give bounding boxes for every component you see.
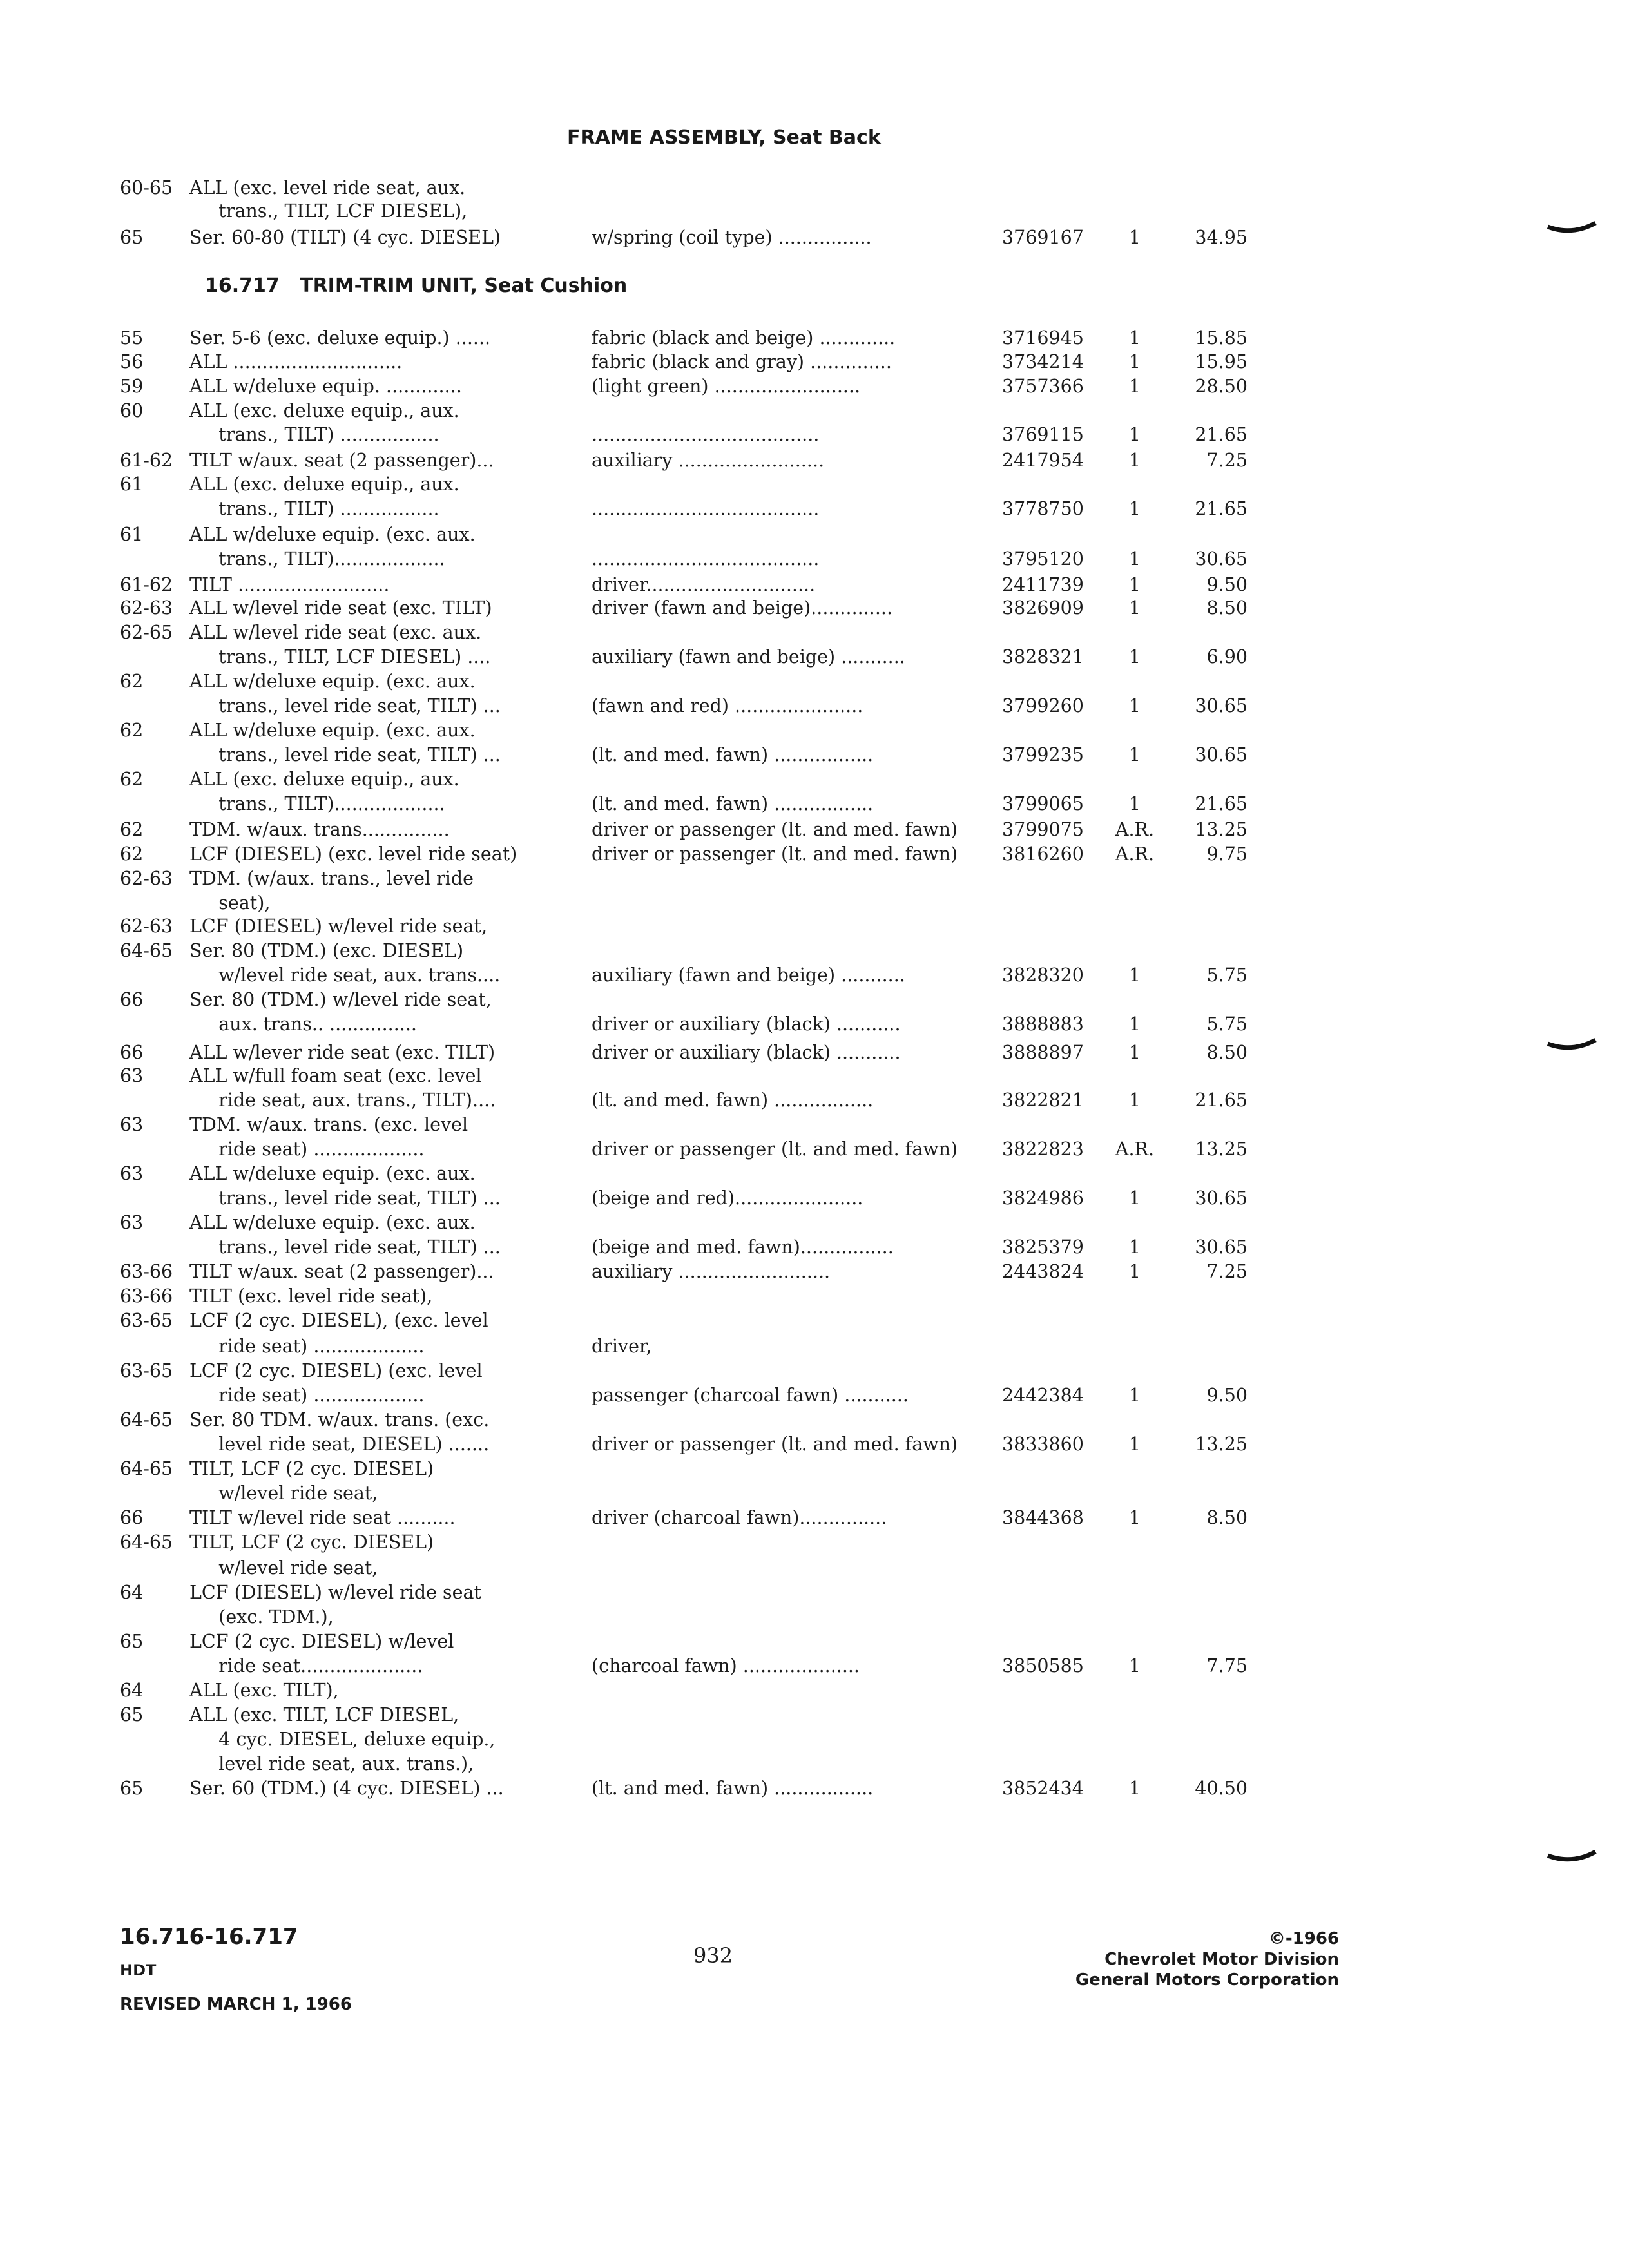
- parts-row: [0, 1702, 1629, 1728]
- cell-qty: 1: [1128, 1385, 1141, 1406]
- cell-qty: 1: [1128, 1042, 1141, 1063]
- page-title: FRAME ASSEMBLY, Seat Back: [567, 126, 881, 149]
- cell-app: TILT w/aux. seat (2 passenger)...: [189, 1261, 494, 1282]
- parts-row: [0, 987, 1629, 1013]
- cell-desc: auxiliary .........................: [592, 450, 825, 471]
- parts-row: [0, 522, 1629, 548]
- parts-row: [0, 175, 1629, 201]
- series-code: HDT: [120, 1961, 157, 1979]
- cell-year: 64-65: [120, 1409, 173, 1430]
- cell-qty: 1: [1128, 1655, 1141, 1677]
- parts-row: [0, 546, 1629, 572]
- parts-row: [0, 1334, 1629, 1360]
- cell-price: 21.65: [1195, 793, 1248, 814]
- page-number: 932: [693, 1943, 733, 1968]
- cell-price: 7.25: [1206, 1261, 1248, 1282]
- cell-qty: 1: [1128, 548, 1141, 570]
- parts-row: [0, 1063, 1629, 1089]
- cell-app: trans., TILT, LCF DIESEL),: [189, 200, 468, 222]
- cell-app: ALL w/deluxe equip. (exc. aux.: [189, 524, 476, 545]
- parts-row: [0, 817, 1629, 843]
- cell-desc: (charcoal fawn) ....................: [592, 1655, 860, 1677]
- cell-year: 62: [120, 671, 144, 692]
- cell-part: 3778750: [1002, 498, 1084, 519]
- cell-part: 3716945: [1002, 327, 1084, 349]
- cell-year: 61-62: [120, 574, 173, 595]
- cell-app: w/level ride seat, aux. trans....: [189, 965, 501, 986]
- cell-desc: passenger (charcoal fawn) ...........: [592, 1385, 909, 1406]
- cell-part: 3833860: [1002, 1434, 1084, 1455]
- cell-year: 61: [120, 524, 144, 545]
- cell-part: 3826909: [1002, 597, 1084, 619]
- cell-app: TILT w/aux. seat (2 passenger)...: [189, 450, 494, 471]
- cell-app: ALL w/deluxe equip. .............: [189, 376, 462, 397]
- cell-app: ALL w/level ride seat (exc. TILT): [189, 597, 492, 619]
- parts-row: [0, 225, 1629, 251]
- parts-row: [0, 1629, 1629, 1655]
- cell-part: 3828320: [1002, 965, 1084, 986]
- parts-row: [0, 1040, 1629, 1066]
- cell-app: ALL (exc. level ride seat, aux.: [189, 177, 466, 198]
- cell-app: level ride seat, DIESEL) .......: [189, 1434, 490, 1455]
- cell-year: 64-65: [120, 940, 173, 961]
- parts-row: [0, 1678, 1629, 1704]
- parts-row: [0, 1580, 1629, 1606]
- cell-qty: 1: [1128, 227, 1141, 248]
- cell-qty: 1: [1128, 646, 1141, 668]
- parts-row: [0, 1776, 1629, 1802]
- cell-year: 64: [120, 1582, 144, 1603]
- cell-qty: 1: [1128, 424, 1141, 445]
- cell-app: ALL (exc. TILT),: [189, 1680, 339, 1701]
- cell-year: 65: [120, 1704, 144, 1725]
- cell-price: 8.50: [1206, 1042, 1248, 1063]
- cell-year: 65: [120, 1778, 144, 1799]
- cell-year: 63-66: [120, 1285, 173, 1307]
- parts-row: [0, 422, 1629, 448]
- cell-price: 13.25: [1195, 819, 1248, 840]
- cell-desc: (lt. and med. fawn) .................: [592, 793, 874, 814]
- cell-part: 3769167: [1002, 227, 1084, 248]
- cell-year: 63: [120, 1212, 144, 1233]
- cell-price: 40.50: [1195, 1778, 1248, 1799]
- cell-desc: (light green) .........................: [592, 376, 861, 397]
- cell-app: TDM. (w/aux. trans., level ride: [189, 868, 474, 889]
- cell-desc: (beige and med. fawn)................: [592, 1236, 894, 1258]
- cell-price: 9.75: [1206, 843, 1248, 865]
- cell-part: 3795120: [1002, 548, 1084, 570]
- cell-app: ALL (exc. deluxe equip., aux.: [189, 474, 459, 495]
- cell-qty: A.R.: [1115, 1139, 1155, 1160]
- cell-price: 21.65: [1195, 498, 1248, 519]
- cell-app: ride seat) ...................: [189, 1385, 425, 1406]
- cell-app: ALL w/level ride seat (exc. aux.: [189, 622, 482, 643]
- cell-price: 30.65: [1195, 548, 1248, 570]
- cell-year: 66: [120, 989, 144, 1010]
- parts-row: [0, 1653, 1629, 1679]
- cell-price: 5.75: [1206, 1014, 1248, 1035]
- cell-app: LCF (DIESEL) w/level ride seat,: [189, 916, 488, 937]
- cell-app: trans., level ride seat, TILT) ...: [189, 1187, 501, 1209]
- cell-qty: 1: [1128, 965, 1141, 986]
- cell-app: ALL w/deluxe equip. (exc. aux.: [189, 1163, 476, 1184]
- cell-app: trans., level ride seat, TILT) ...: [189, 1236, 501, 1258]
- cell-app: ALL w/deluxe equip. (exc. aux.: [189, 671, 476, 692]
- section-range: 16.716-16.717: [120, 1924, 298, 1950]
- cell-qty: 1: [1128, 695, 1141, 716]
- cell-price: 30.65: [1195, 744, 1248, 765]
- cell-app: ALL (exc. deluxe equip., aux.: [189, 400, 459, 421]
- parts-row: [0, 472, 1629, 497]
- cell-year: 62-63: [120, 597, 173, 619]
- cell-app: ALL (exc. deluxe equip., aux.: [189, 769, 459, 790]
- cell-app: w/level ride seat,: [189, 1557, 378, 1579]
- cell-app: trans., TILT)...................: [189, 548, 445, 570]
- cell-qty: 1: [1128, 376, 1141, 397]
- cell-desc: auxiliary ..........................: [592, 1261, 831, 1282]
- parts-row: [0, 398, 1629, 424]
- cell-year: 63-66: [120, 1261, 173, 1282]
- cell-desc: fabric (black and beige) .............: [592, 327, 896, 349]
- cell-year: 61-62: [120, 450, 173, 471]
- cell-year: 63: [120, 1163, 144, 1184]
- cell-year: 62-65: [120, 622, 173, 643]
- corporation-name: General Motors Corporation: [1075, 1970, 1339, 1990]
- parts-row: [0, 742, 1629, 768]
- cell-year: 66: [120, 1507, 144, 1528]
- cell-desc: (lt. and med. fawn) .................: [592, 1090, 874, 1111]
- parts-row: [0, 1088, 1629, 1113]
- parts-row: [0, 349, 1629, 375]
- cell-price: 8.50: [1206, 1507, 1248, 1528]
- cell-year: 55: [120, 327, 144, 349]
- cell-app: trans., level ride seat, TILT) ...: [189, 695, 501, 716]
- parts-row: [0, 767, 1629, 793]
- cell-part: 3799235: [1002, 744, 1084, 765]
- cell-price: 13.25: [1195, 1434, 1248, 1455]
- cell-part: 3888897: [1002, 1042, 1084, 1063]
- cell-price: 6.90: [1206, 646, 1248, 668]
- cell-desc: driver or passenger (lt. and med. fawn): [592, 1434, 958, 1455]
- cell-part: 3824986: [1002, 1187, 1084, 1209]
- parts-row: [0, 1727, 1629, 1753]
- cell-price: 30.65: [1195, 1236, 1248, 1258]
- cell-app: LCF (DIESEL) w/level ride seat: [189, 1582, 481, 1603]
- parts-row: [0, 1210, 1629, 1236]
- cell-qty: 1: [1128, 327, 1141, 349]
- cell-price: 34.95: [1195, 227, 1248, 248]
- cell-app: LCF (2 cyc. DIESEL) (exc. level: [189, 1360, 483, 1381]
- cell-year: 60-65: [120, 177, 173, 198]
- cell-app: TILT ..........................: [189, 574, 390, 595]
- cell-qty: 1: [1128, 793, 1141, 814]
- cell-year: 64-65: [120, 1458, 173, 1479]
- parts-row: [0, 1604, 1629, 1630]
- division-name: Chevrolet Motor Division: [1104, 1950, 1339, 1969]
- cell-app: ALL w/deluxe equip. (exc. aux.: [189, 1212, 476, 1233]
- cell-qty: 1: [1128, 1236, 1141, 1258]
- cell-part: 3850585: [1002, 1655, 1084, 1677]
- cell-desc: fabric (black and gray) ..............: [592, 351, 892, 372]
- cell-app: ride seat) ...................: [189, 1139, 425, 1160]
- cell-year: 64-65: [120, 1532, 173, 1553]
- cell-app: TILT (exc. level ride seat),: [189, 1285, 433, 1307]
- cell-year: 59: [120, 376, 144, 397]
- parts-row: [0, 595, 1629, 621]
- cell-app: trans., TILT, LCF DIESEL) ....: [189, 646, 491, 668]
- cell-app: trans., TILT) .................: [189, 498, 439, 519]
- cell-part: 3734214: [1002, 351, 1084, 372]
- parts-row: [0, 1012, 1629, 1037]
- binder-hole-mark-bottom: [1547, 1848, 1598, 1867]
- revised-date: REVISED MARCH 1, 1966: [120, 1995, 352, 2014]
- parts-row: [0, 841, 1629, 867]
- cell-year: 62: [120, 843, 144, 865]
- cell-app: ALL w/full foam seat (exc. level: [189, 1065, 482, 1086]
- parts-row: [0, 620, 1629, 646]
- parts-row: [0, 1407, 1629, 1433]
- cell-price: 7.75: [1206, 1655, 1248, 1677]
- cell-desc: driver,: [592, 1336, 652, 1357]
- cell-price: 13.25: [1195, 1139, 1248, 1160]
- cell-price: 30.65: [1195, 695, 1248, 716]
- cell-part: 3825379: [1002, 1236, 1084, 1258]
- cell-desc: w/spring (coil type) ................: [592, 227, 872, 248]
- cell-part: 3822823: [1002, 1139, 1084, 1160]
- parts-row: [0, 1137, 1629, 1162]
- parts-row: [0, 325, 1629, 351]
- cell-app: trans., level ride seat, TILT) ...: [189, 744, 501, 765]
- cell-price: 5.75: [1206, 965, 1248, 986]
- cell-price: 7.25: [1206, 450, 1248, 471]
- cell-desc: driver.............................: [592, 574, 816, 595]
- cell-desc: (beige and red)......................: [592, 1187, 863, 1209]
- parts-row: [0, 963, 1629, 988]
- cell-desc: driver (fawn and beige)..............: [592, 597, 893, 619]
- cell-qty: 1: [1128, 1507, 1141, 1528]
- parts-row: [0, 693, 1629, 719]
- parts-row: [0, 866, 1629, 892]
- cell-part: 3816260: [1002, 843, 1084, 865]
- parts-row: [0, 791, 1629, 817]
- cell-desc: driver or auxiliary (black) ...........: [592, 1042, 901, 1063]
- cell-year: 62: [120, 720, 144, 741]
- cell-year: 63-65: [120, 1360, 173, 1381]
- cell-qty: 1: [1128, 498, 1141, 519]
- cell-desc: .......................................: [592, 548, 820, 570]
- cell-desc: auxiliary (fawn and beige) ...........: [592, 646, 905, 668]
- cell-qty: 1: [1128, 1434, 1141, 1455]
- parts-row: [0, 1235, 1629, 1260]
- cell-app: ALL w/deluxe equip. (exc. aux.: [189, 720, 476, 741]
- cell-year: 60: [120, 400, 144, 421]
- cell-part: 2411739: [1002, 574, 1084, 595]
- parts-row: [0, 890, 1629, 916]
- cell-price: 9.50: [1206, 1385, 1248, 1406]
- cell-part: 2417954: [1002, 450, 1084, 471]
- cell-part: 3799260: [1002, 695, 1084, 716]
- cell-desc: driver or passenger (lt. and med. fawn): [592, 819, 958, 840]
- cell-app: TILT, LCF (2 cyc. DIESEL): [189, 1532, 434, 1553]
- parts-row: [0, 1751, 1629, 1777]
- cell-app: (exc. TDM.),: [189, 1606, 334, 1628]
- cell-year: 63: [120, 1065, 144, 1086]
- cell-app: Ser. 60-80 (TILT) (4 cyc. DIESEL): [189, 227, 501, 248]
- cell-app: trans., TILT)...................: [189, 793, 445, 814]
- parts-row: [0, 938, 1629, 964]
- cell-qty: 1: [1128, 1090, 1141, 1111]
- cell-qty: 1: [1128, 1014, 1141, 1035]
- parts-row: [0, 1505, 1629, 1531]
- cell-year: 56: [120, 351, 144, 372]
- cell-price: 15.95: [1195, 351, 1248, 372]
- cell-app: Ser. 80 (TDM.) (exc. DIESEL): [189, 940, 464, 961]
- parts-row: [0, 1186, 1629, 1211]
- cell-price: 8.50: [1206, 597, 1248, 619]
- cell-qty: 1: [1128, 597, 1141, 619]
- cell-part: 3799075: [1002, 819, 1084, 840]
- cell-app: Ser. 60 (TDM.) (4 cyc. DIESEL) ...: [189, 1778, 504, 1799]
- parts-row: [0, 1456, 1629, 1482]
- cell-desc: auxiliary (fawn and beige) ...........: [592, 965, 905, 986]
- cell-year: 65: [120, 1631, 144, 1652]
- cell-price: 30.65: [1195, 1187, 1248, 1209]
- cell-price: 9.50: [1206, 574, 1248, 595]
- cell-part: 3757366: [1002, 376, 1084, 397]
- cell-app: TDM. w/aux. trans...............: [189, 819, 450, 840]
- parts-row: [0, 1530, 1629, 1555]
- cell-year: 63-65: [120, 1310, 173, 1331]
- parts-row: [0, 1112, 1629, 1138]
- cell-qty: A.R.: [1115, 819, 1155, 840]
- cell-desc: (fawn and red) ......................: [592, 695, 863, 716]
- cell-app: Ser. 80 TDM. w/aux. trans. (exc.: [189, 1409, 490, 1430]
- cell-year: 62-63: [120, 868, 173, 889]
- copyright: ©-1966: [1268, 1929, 1339, 1948]
- cell-app: level ride seat, aux. trans.),: [189, 1753, 474, 1774]
- cell-app: Ser. 5-6 (exc. deluxe equip.) ......: [189, 327, 491, 349]
- cell-app: LCF (DIESEL) (exc. level ride seat): [189, 843, 517, 865]
- parts-row: [0, 669, 1629, 695]
- cell-part: 3799065: [1002, 793, 1084, 814]
- cell-app: ride seat, aux. trans., TILT)....: [189, 1090, 496, 1111]
- cell-part: 3844368: [1002, 1507, 1084, 1528]
- parts-row: [0, 448, 1629, 474]
- parts-row: [0, 644, 1629, 670]
- parts-row: [0, 374, 1629, 399]
- cell-price: 21.65: [1195, 1090, 1248, 1111]
- cell-desc: .......................................: [592, 498, 820, 519]
- parts-row: [0, 1161, 1629, 1187]
- cell-year: 62: [120, 769, 144, 790]
- cell-app: trans., TILT) .................: [189, 424, 439, 445]
- cell-app: TILT, LCF (2 cyc. DIESEL): [189, 1458, 434, 1479]
- parts-row: [0, 1481, 1629, 1506]
- cell-qty: 1: [1128, 450, 1141, 471]
- cell-app: ALL .............................: [189, 351, 403, 372]
- cell-year: 61: [120, 474, 144, 495]
- cell-app: ride seat.....................: [189, 1655, 423, 1677]
- cell-qty: 1: [1128, 1187, 1141, 1209]
- parts-row: [0, 914, 1629, 939]
- cell-app: ride seat) ...................: [189, 1336, 425, 1357]
- binder-hole-mark-middle: [1547, 1036, 1598, 1055]
- cell-part: 2443824: [1002, 1261, 1084, 1282]
- cell-desc: (lt. and med. fawn) .................: [592, 1778, 874, 1799]
- cell-app: ALL w/lever ride seat (exc. TILT): [189, 1042, 496, 1063]
- cell-price: 21.65: [1195, 424, 1248, 445]
- cell-app: TILT w/level ride seat ..........: [189, 1507, 456, 1528]
- cell-part: 3888883: [1002, 1014, 1084, 1035]
- cell-year: 62: [120, 819, 144, 840]
- cell-app: TDM. w/aux. trans. (exc. level: [189, 1114, 468, 1135]
- parts-row: [0, 1432, 1629, 1457]
- cell-qty: 1: [1128, 351, 1141, 372]
- cell-price: 15.85: [1195, 327, 1248, 349]
- cell-qty: 1: [1128, 1261, 1141, 1282]
- cell-part: 3769115: [1002, 424, 1084, 445]
- cell-year: 62-63: [120, 916, 173, 937]
- cell-desc: driver or passenger (lt. and med. fawn): [592, 843, 958, 865]
- cell-year: 64: [120, 1680, 144, 1701]
- parts-row: [0, 572, 1629, 598]
- cell-app: seat),: [189, 892, 271, 914]
- cell-app: w/level ride seat,: [189, 1483, 378, 1504]
- parts-row: [0, 1358, 1629, 1384]
- cell-price: 28.50: [1195, 376, 1248, 397]
- cell-qty: A.R.: [1115, 843, 1155, 865]
- cell-desc: (lt. and med. fawn) .................: [592, 744, 874, 765]
- cell-qty: 1: [1128, 744, 1141, 765]
- parts-row: [0, 718, 1629, 744]
- cell-year: 65: [120, 227, 144, 248]
- cell-app: aux. trans.. ...............: [189, 1014, 417, 1035]
- cell-part: 3852434: [1002, 1778, 1084, 1799]
- cell-year: 66: [120, 1042, 144, 1063]
- cell-qty: 1: [1128, 1778, 1141, 1799]
- parts-row: [0, 1383, 1629, 1408]
- cell-app: LCF (2 cyc. DIESEL) w/level: [189, 1631, 454, 1652]
- subsection-heading: 16.717 TRIM-TRIM UNIT, Seat Cushion: [205, 274, 628, 297]
- cell-part: 3828321: [1002, 646, 1084, 668]
- cell-app: 4 cyc. DIESEL, deluxe equip.,: [189, 1729, 496, 1750]
- cell-app: Ser. 80 (TDM.) w/level ride seat,: [189, 989, 492, 1010]
- cell-part: 3822821: [1002, 1090, 1084, 1111]
- cell-desc: driver or auxiliary (black) ...........: [592, 1014, 901, 1035]
- parts-row: [0, 1283, 1629, 1309]
- binder-hole-mark-top: [1547, 219, 1598, 238]
- cell-desc: .......................................: [592, 424, 820, 445]
- cell-desc: driver (charcoal fawn)...............: [592, 1507, 887, 1528]
- cell-desc: driver or passenger (lt. and med. fawn): [592, 1139, 958, 1160]
- cell-year: 63: [120, 1114, 144, 1135]
- parts-row: [0, 1555, 1629, 1581]
- cell-qty: 1: [1128, 574, 1141, 595]
- cell-app: LCF (2 cyc. DIESEL), (exc. level: [189, 1310, 488, 1331]
- parts-row: [0, 1308, 1629, 1334]
- parts-row: [0, 1259, 1629, 1285]
- cell-app: ALL (exc. TILT, LCF DIESEL,: [189, 1704, 459, 1725]
- parts-row: [0, 496, 1629, 522]
- parts-row: [0, 198, 1629, 224]
- cell-part: 2442384: [1002, 1385, 1084, 1406]
